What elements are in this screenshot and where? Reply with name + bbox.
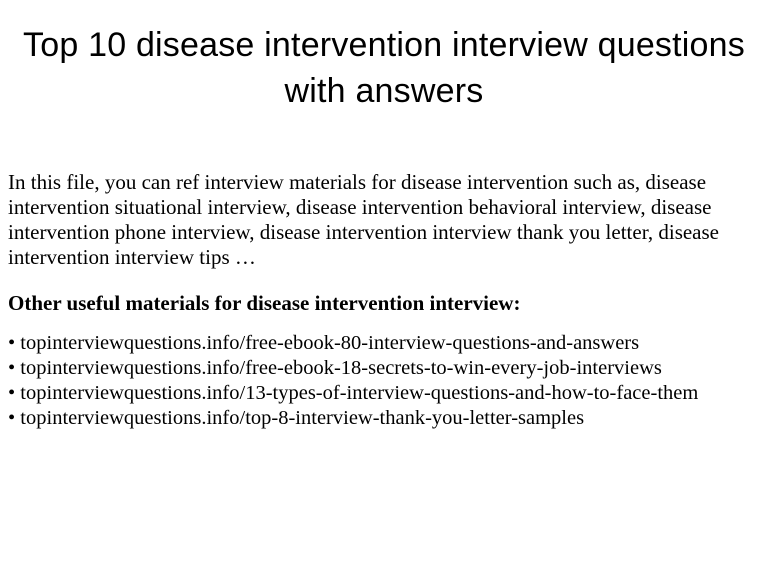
material-link-ebook-18[interactable]: • topinterviewquestions.info/free-ebook-18-secrets-to-win-every-job-interviews: [8, 357, 662, 379]
material-link-thank-you[interactable]: • topinterviewquestions.info/top-8-interview-thank-you-letter-samples: [8, 407, 585, 429]
material-link-13-types[interactable]: • topinterviewquestions.info/13-types-of-interview-questions-and-how-to-face-them: [8, 382, 699, 404]
materials-list: [8, 331, 764, 431]
materials-heading: Other useful materials for disease intervention interview:: [8, 291, 521, 315]
intro-paragraph: In this file, you can ref interview materials for disease intervention such as, disease intervention situational interview, disease intervention behavioral interview, disease intervention phone interview, disease intervention interview thank you letter, disease intervention interview tips …: [8, 170, 719, 269]
material-link-ebook-80[interactable]: • topinterviewquestions.info/free-ebook-80-interview-questions-and-answers: [8, 332, 640, 354]
slide-title: Top 10 disease intervention interview questions with answers: [23, 26, 745, 110]
